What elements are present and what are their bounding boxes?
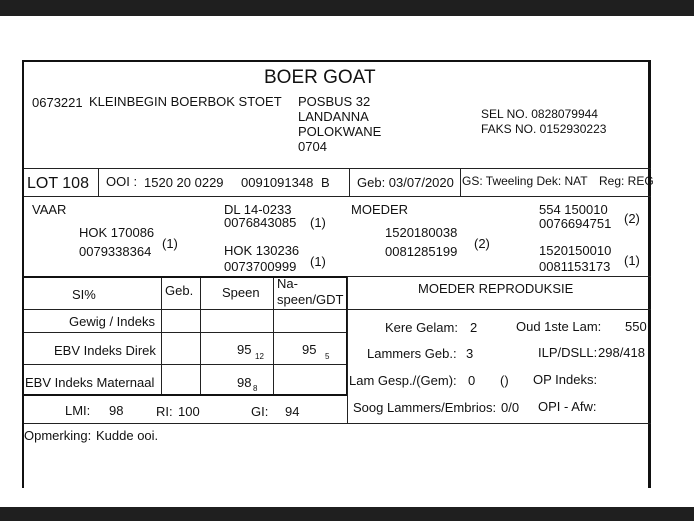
vaar-hok1-mark: (1)	[162, 236, 178, 251]
remark-text: Kudde ooi.	[96, 428, 159, 443]
op-indeks-label: OP Indeks:	[533, 372, 598, 387]
address-line-4: 0704	[298, 139, 327, 154]
gs-divider	[460, 168, 461, 196]
si-row-line-1	[24, 309, 346, 310]
breeder-name: KLEINBEGIN BOERBOK STOET	[89, 94, 282, 109]
ri-label: RI:	[156, 404, 173, 419]
address-line-2: LANDANNA	[298, 109, 369, 124]
kere-value: 2	[470, 320, 478, 335]
lammers-value: 3	[466, 346, 474, 361]
moeder-sire-id: 1520180038	[385, 225, 458, 240]
vaar-label: VAAR	[32, 202, 67, 217]
si-row-line-2	[24, 332, 346, 333]
lmi-label: LMI:	[65, 403, 91, 418]
ooi-grade: B	[321, 175, 330, 190]
row-maternaal-label: EBV Indeks Maternaal	[25, 375, 155, 390]
remark-label: Opmerking:	[24, 428, 92, 443]
moeder-sire-number: 0081285199	[385, 244, 458, 259]
ooi-label: OOI :	[106, 174, 138, 189]
gesp-value: 0	[468, 373, 476, 388]
direk-speen-value: 95	[237, 342, 252, 357]
sel-number: SEL NO. 0828079944	[481, 107, 598, 121]
lot-divider	[98, 168, 99, 196]
moeder-number: 0076694751	[539, 216, 612, 231]
row-direk-label: EBV Indeks Direk	[54, 343, 156, 358]
si-col-line-1	[161, 278, 162, 394]
gesp-label: Lam Gesp./(Gem):	[349, 373, 457, 388]
si-col-line-2	[200, 278, 201, 394]
lot-label: LOT 108	[27, 175, 89, 192]
vaar-hok2-mark: (1)	[310, 254, 326, 269]
ooi-id: 1520 20 0229	[144, 175, 224, 190]
moeder-id: 554 150010	[539, 202, 608, 217]
naspeen-header-2: speen/GDT	[277, 292, 344, 307]
si-row-line-3	[24, 364, 346, 365]
top-band	[0, 0, 694, 16]
repro-left-border	[347, 276, 348, 423]
gi-label: GI:	[251, 404, 269, 419]
speen-header: Speen	[222, 285, 260, 300]
repro-header-line	[348, 309, 651, 310]
lammers-label: Lammers Geb.:	[367, 346, 457, 361]
moeder-label: MOEDER	[351, 202, 409, 217]
si-col-line-3	[273, 278, 274, 394]
moeder-mark: (2)	[624, 211, 640, 226]
naspeen-header-1: Na-	[277, 276, 298, 291]
vaar-hok1-id: HOK 170086	[79, 225, 155, 240]
gesp-gem-value: ()	[500, 373, 509, 388]
breeder-number: 0673221	[32, 95, 83, 110]
vaar-dl-mark: (1)	[310, 215, 326, 230]
repro-top-line	[348, 276, 651, 277]
moeder-dam-id: 1520150010	[539, 243, 612, 258]
direk-naspeen-count: 5	[325, 352, 330, 361]
vaar-hok2-number: 0073700999	[224, 259, 297, 274]
divider-pedigree-top	[24, 196, 651, 197]
bottom-band	[0, 507, 694, 521]
direk-speen-count: 12	[255, 352, 264, 361]
si-header: SI%	[72, 287, 96, 302]
address-line-3: POLOKWANE	[298, 124, 382, 139]
opi-label: OPI - Afw:	[538, 399, 597, 414]
vaar-dl-id: DL 14-0233	[224, 202, 292, 217]
address-line-1: POSBUS 32	[298, 94, 371, 109]
lmi-value: 98	[109, 403, 124, 418]
soog-label: Soog Lammers/Embrios:	[353, 400, 497, 415]
divider-lot-top	[24, 168, 651, 169]
moeder-sire-mark: (2)	[474, 236, 490, 251]
direk-naspeen-value: 95	[302, 342, 317, 357]
repro-title: MOEDER REPRODUKSIE	[418, 281, 574, 296]
geb-header: Geb.	[165, 283, 194, 298]
card-title: BOER GOAT	[264, 67, 376, 88]
moeder-dam-mark: (1)	[624, 253, 640, 268]
moeder-dam-number: 0081153173	[539, 259, 611, 274]
geb-divider	[349, 168, 350, 196]
row-gewig-label: Gewig / Indeks	[69, 314, 155, 329]
soog-value: 0/0	[501, 400, 520, 415]
faks-number: FAKS NO. 0152930223	[481, 122, 607, 136]
maternaal-speen-count: 8	[253, 384, 258, 393]
maternaal-speen-value: 98	[237, 375, 252, 390]
oud-label: Oud 1ste Lam:	[516, 319, 602, 334]
kere-label: Kere Gelam:	[385, 320, 458, 335]
ilp-value: 298/418	[598, 345, 645, 360]
oud-value: 550	[625, 319, 647, 334]
birth-date: Geb: 03/07/2020	[357, 175, 454, 190]
ooi-number: 0091091348	[241, 175, 314, 190]
vaar-dl-number: 0076843085	[224, 215, 297, 230]
gi-value: 94	[285, 404, 300, 419]
reg-info: Reg: REG	[599, 174, 654, 188]
ilp-label: ILP/DSLL:	[538, 345, 598, 360]
vaar-hok2-id: HOK 130236	[224, 243, 300, 258]
ri-value: 100	[178, 404, 200, 419]
catalogue-card	[22, 60, 654, 488]
gs-info: GS: Tweeling Dek: NAT	[462, 174, 588, 188]
vaar-hok1-number: 0079338364	[79, 244, 152, 259]
remark-top-line	[24, 423, 651, 424]
